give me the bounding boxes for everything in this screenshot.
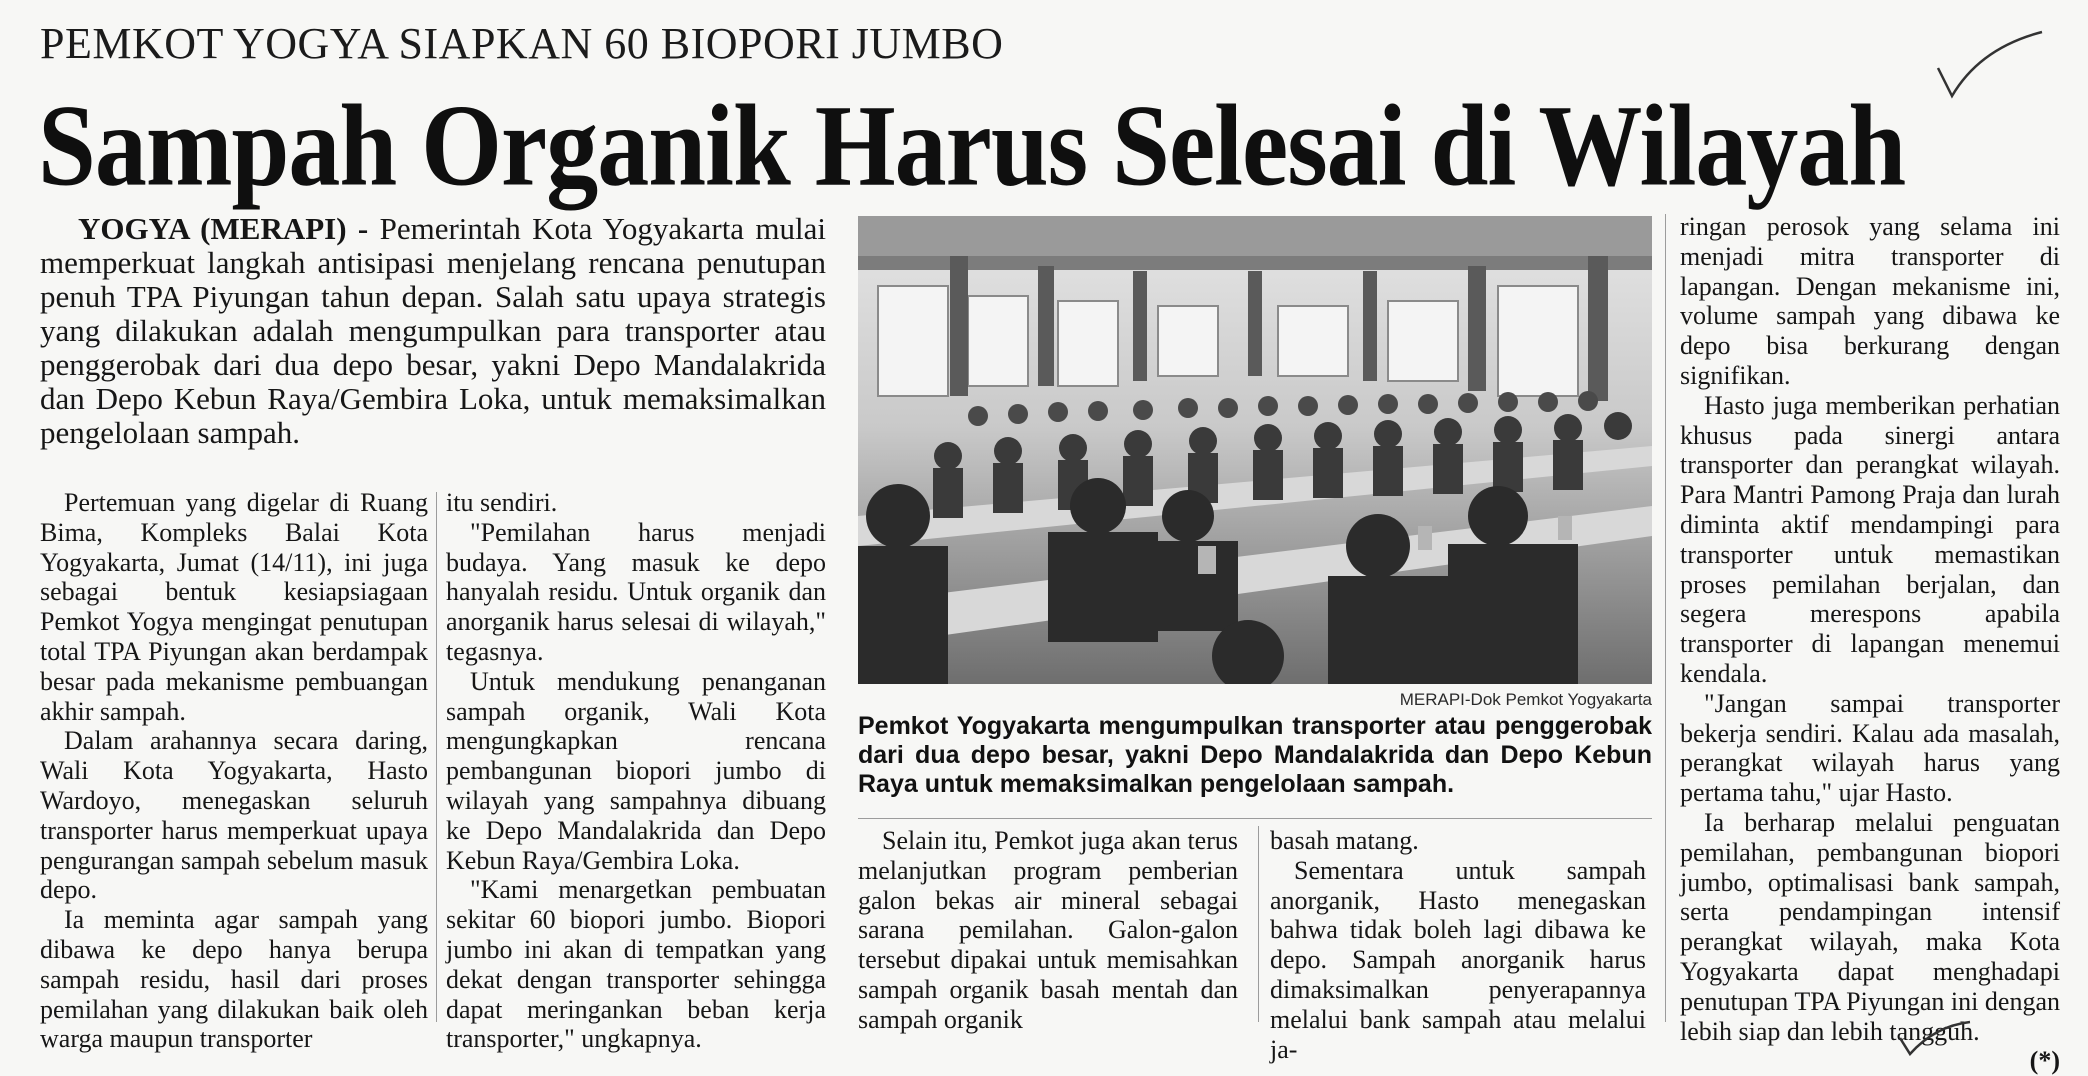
paragraph: ringan perosok yang selama ini menjadi mitra transporter di lapangan. Dengan mekanisme ini, volume sampah yang dibawa ke depo bisa berkurang dengan signifikan. — [1680, 212, 2060, 390]
photo-credit: MERAPI-Dok Pemkot Yogyakarta — [1399, 690, 1652, 709]
kicker: PEMKOT YOGYA SIAPKAN 60 BIOPORI JUMBO — [40, 19, 1004, 68]
paragraph: "Jangan sampai transporter bekerja sendiri. Kalau ada masalah, perangkat wilayah harus yang pertama tahu," ujar Hasto. — [1680, 688, 2060, 808]
paragraph: Sementara untuk sampah anorganik, Hasto menegaskan bahwa tidak boleh lagi dibawa ke depo. Sampah anorganik harus dimaksimalkan penyerapannya melalui bank sampah atau melalui ja- — [1270, 855, 1646, 1064]
lead-text: Pemerintah Kota Yogyakarta mulai memperkuat langkah antisipasi menjelang rencana penutupan penuh TPA Piyungan tahun depan. Salah satu upaya strategis yang dilakukan adalah mengumpulkan para transporter atau penggerobak dari dua depo besar, yakni Depo Mandalakrida dan Depo Kebun Raya/Gembira Loka, untuk memaksimalkan pengelolaan sampah. — [40, 211, 827, 450]
meeting-photo — [858, 216, 1652, 684]
paragraph: Pertemuan yang digelar di Ruang Bima, Kompleks Balai Kota Yogyakarta, Jumat (14/11), ini juga sebagai bentuk kesiapsiagaan Pemkot Yogya mengingat penutupan total TPA Piyungan akan berdampak besar pada mekanisme pembuangan akhir sampah. — [40, 488, 428, 726]
dateline: YOGYA (MERAPI) - — [78, 211, 369, 246]
paragraph: Ia meminta agar sampah yang dibawa ke depo hanya berupa sampah residu, hasil dari proses pemilahan yang dilakukan baik oleh warga maupun transporter — [40, 905, 428, 1054]
column-divider — [436, 492, 437, 1022]
paragraph: Selain itu, Pemkot juga akan terus melanjutkan program pemberian galon bekas air mineral sebagai sarana pemilahan. Galon-galon tersebut dipakai untuk memisahkan sampah organik basah mentah dan sampah organik — [858, 826, 1238, 1034]
column-1 — [40, 488, 428, 1054]
column-divider — [1258, 826, 1259, 1022]
column-4 — [1270, 826, 1646, 1064]
paragraph: basah matang. — [1270, 826, 1419, 855]
check-mark-icon — [1880, 1018, 1990, 1056]
photo-caption: Pemkot Yogyakarta mengumpulkan transporter atau penggerobak dari dua depo besar, yakni Depo Mandalakrida dan Depo Kebun Raya untuk memaksimalkan pengelolaan sampah. — [858, 712, 1652, 798]
paragraph: Hasto juga memberikan perhatian khusus pada sinergi antara transporter dan perangkat wilayah. Para Mantri Pamong Praja dan lurah diminta aktif mendampingi para transporter untuk memastikan proses pemilahan berjalan, dan segera merespons apabila transporter di lapangan menemui kendala. — [1680, 390, 2060, 688]
paragraph: itu sendiri. — [446, 488, 558, 517]
paragraph: "Kami menargetkan pembuatan sekitar 60 biopori jumbo. Biopori jumbo ini akan di tempatkan yang dekat dengan transporter sehingga dapat meringankan beban kerja transporter," ungkapnya. — [446, 875, 826, 1054]
end-mark: (*) — [2029, 1046, 2060, 1076]
paragraph: Dalam arahannya secara daring, Wali Kota Yogyakarta, Hasto Wardoyo, menegaskan seluruh transporter harus memperkuat upaya pengurangan sampah sebelum masuk depo. — [40, 726, 428, 905]
column-2 — [446, 488, 826, 1054]
caption-divider — [858, 818, 1652, 819]
check-mark-icon — [1930, 28, 2050, 108]
column-3 — [858, 826, 1238, 1035]
paragraph: Untuk mendukung penanganan sampah organik, Wali Kota mengungkapkan rencana pembangunan biopori jumbo di wilayah yang sampahnya dibuang ke Depo Mandalakrida dan Depo Kebun Raya/Gembira Loka. — [446, 666, 826, 875]
headline: Sampah Organik Harus Selesai di Wilayah — [38, 81, 1906, 211]
paragraph: Ia berharap melalui penguatan pemilahan, pembangunan biopori jumbo, optimalisasi bank sampah, serta pendampingan intensif perangkat wilayah, maka Kota Yogyakarta dapat menghadapi penutupan TPA Piyungan ini dengan lebih siap dan lebih tangguh. — [1680, 807, 2060, 1046]
lead-paragraph — [40, 212, 826, 450]
paragraph: "Pemilahan harus menjadi budaya. Yang masuk ke depo hanyalah residu. Untuk organik dan anorganik harus selesai di wilayah," tegasnya. — [446, 517, 826, 666]
meeting-photo-icon — [858, 216, 1652, 684]
column-5 — [1680, 212, 2060, 1076]
column-divider — [1665, 214, 1666, 1022]
